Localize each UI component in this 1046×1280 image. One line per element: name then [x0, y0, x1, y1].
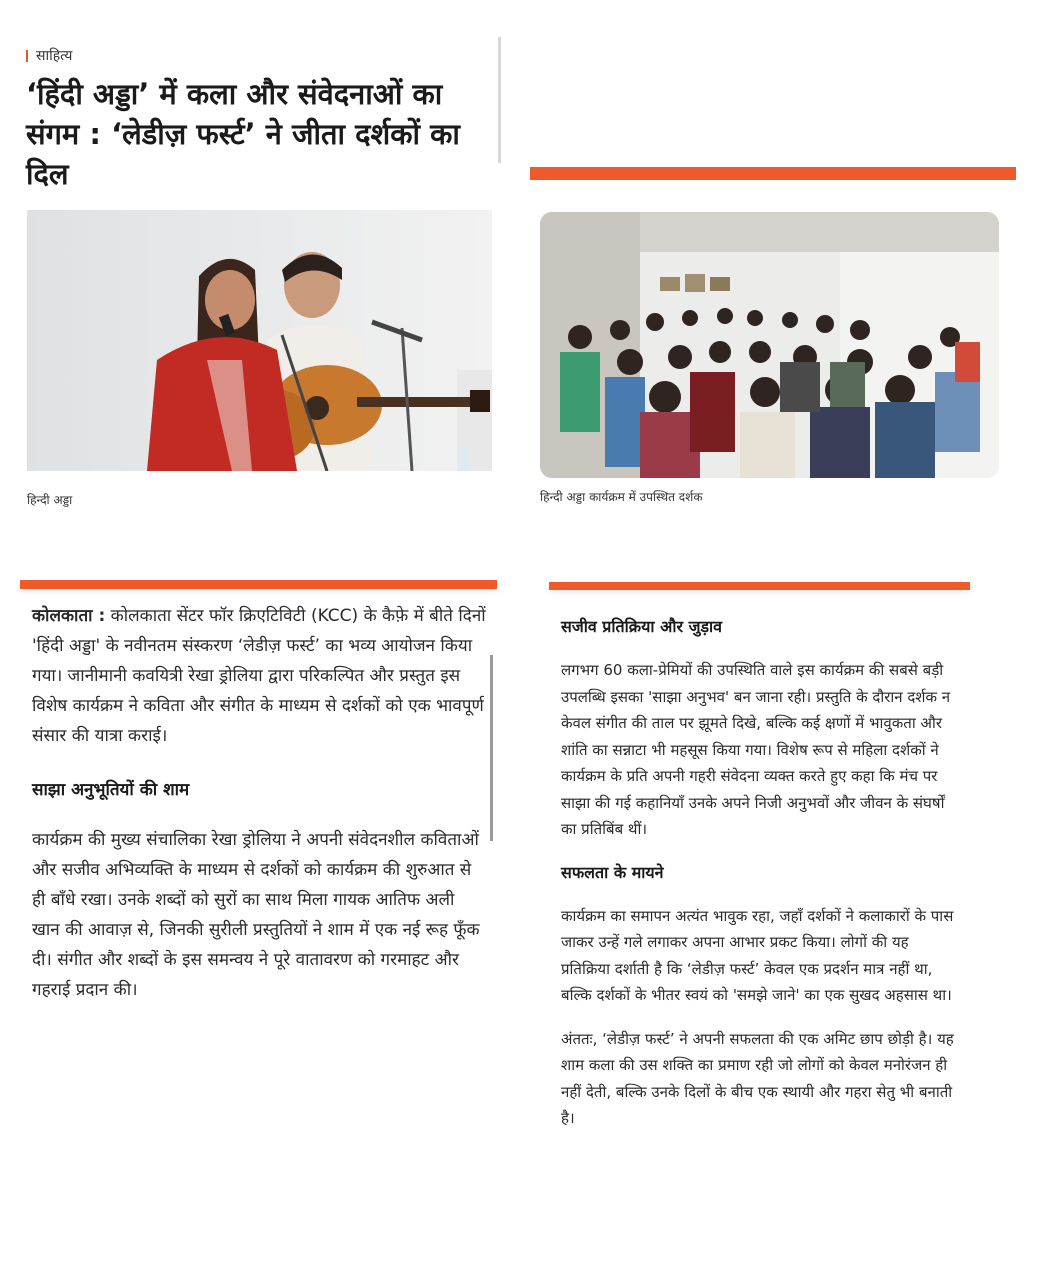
accent-bar: [20, 580, 497, 589]
intro-text: कोलकाता सेंटर फॉर क्रिएटिविटी (KCC) के कैफ़े में बीते दिनों 'हिंदी अड्डा' के नवीनतम संस्करण ‘लेडीज़ फर्स्ट’ का भव्य आयोजन किया गया। जानीमानी कवयित्री रेखा ड्रोलिया द्वारा परिकल्पित और प्रस्तुत इस विशेष कार्यक्रम ने कविता और संगीत के माध्यम से दर्शकों को एक भावपूर्ण संसार की यात्रा कराई।: [32, 606, 486, 746]
audience-photo: [540, 212, 999, 478]
accent-bar: [530, 167, 1016, 180]
divider-line: [498, 37, 501, 163]
category-label[interactable]: [26, 46, 72, 65]
scrollbar[interactable]: [490, 655, 493, 841]
section-heading: सफलता के मायने: [561, 862, 664, 882]
headline: ‘हिंदी अड्डा’ में कला और संवेदनाओं का संगम : ‘लेडीज़ फर्स्ट’ ने जीता दर्शकों का दिल: [26, 77, 460, 191]
body-paragraph: कार्यक्रम की मुख्य संचालिका रेखा ड्रोलिया ने अपनी संवेदनशील कविताओं और सजीव अभिव्यक्ति के माध्यम से दर्शकों को कार्यक्रम की शुरुआत से ही बाँधे रखा। उनके शब्दों को सुरों का साथ मिला गायक आतिफ अली खान की आवाज़ से, जिनकी सुरीली प्रस्तुतियों ने शाम में एक नई रूह फूँक दी। संगीत और शब्दों के इस समन्वय ने पूरे वातावरण को गरमाहट और गहराई प्रदान की।: [32, 830, 480, 1000]
category-text: साहित्य: [36, 48, 73, 64]
body-paragraph: कार्यक्रम का समापन अत्यंत भावुक रहा, जहाँ दर्शकों ने कलाकारों के पास जाकर उन्हें गले लगाकर अपना आभार प्रकट किया। लोगों की यह प्रतिक्रिया दर्शाती है कि ‘लेडीज़ फर्स्ट’ केवल एक प्रदर्शन मात्र नहीं था, बल्कि दर्शकों के भीतर स्वयं को 'समझे जाने' का एक सुखद अहसास था।: [561, 906, 954, 1004]
article-left-column: [32, 601, 487, 1029]
performers-photo: [27, 210, 492, 471]
photo-caption: हिन्दी अड्डा कार्यक्रम में उपस्थित दर्शक: [540, 490, 703, 504]
photo-caption: हिन्दी अड्डा: [27, 493, 73, 507]
intro-paragraph: [32, 601, 487, 751]
body-paragraph: लगभग 60 कला-प्रेमियों की उपस्थिति वाले इस कार्यक्रम की सबसे बड़ी उपलब्धि इसका 'साझा अनुभव' बन जाना रही। प्रस्तुति के दौरान दर्शक न केवल संगीत की ताल पर झूमते दिखे, बल्कि कई क्षणों में भावुकता और शांति का सन्नाटा भी महसूस किया गया। विशेष रूप से महिला दर्शकों ने कार्यक्रम के प्रति अपनी गहरी संवेदना व्यक्त करते हुए कहा कि मंच पर साझा की गई कहानियाँ उनके अपने निजी अनुभवों और जीवन के संघर्षों का प्रतिबिंब थीं।: [561, 661, 951, 838]
body-paragraph: अंततः, ‘लेडीज़ फर्स्ट’ ने अपनी सफलता की एक अमिट छाप छोड़ी है। यह शाम कला की उस शक्ति का प्रमाण रही जो लोगों को केवल मनोरंजन ही नहीं देती, बल्कि उनके दिलों के बीच एक स्थायी और गहरा सेतु भी बनाती है।: [561, 1029, 954, 1127]
article-right-column: [561, 614, 961, 1149]
category-marker: [26, 50, 28, 62]
section-heading: सजीव प्रतिक्रिया और जुड़ाव: [561, 617, 723, 636]
accent-bar: [549, 582, 970, 590]
section-heading: साझा अनुभूतियों की शाम: [32, 780, 190, 800]
dateline: कोलकाता :: [32, 606, 106, 626]
